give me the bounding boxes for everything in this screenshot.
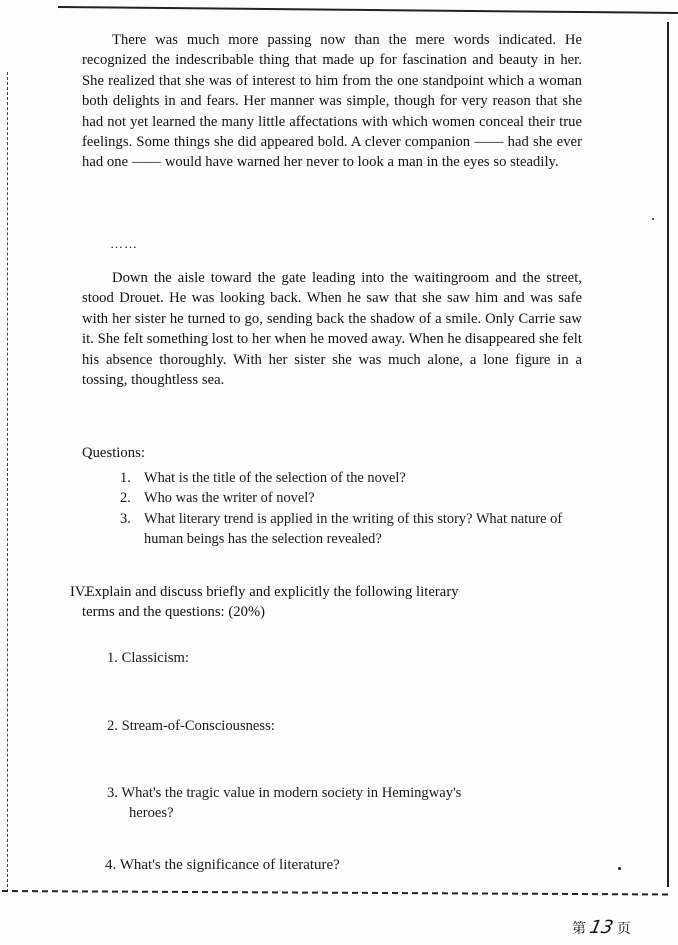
scan-speck (652, 218, 654, 220)
instruction-line-1: Explain and discuss briefly and explicitly the following literary (85, 584, 459, 600)
scan-speck (618, 867, 621, 870)
question-number: 1. (120, 470, 131, 486)
page-border-top (58, 6, 678, 14)
term-number: 3. (107, 785, 118, 801)
questions-list (120, 468, 590, 550)
page-suffix: 页 (616, 920, 631, 937)
passage-paragraph-1: There was much more passing now than the mere words indicated. He recognized the indescribable thing that made up for fascination and beauty in her. She realized that she was of interest to him from the one standpoint which a woman both delights in and fears. Her manner was simple, though for very reason that she had not yet learned the many little affectations with which women conceal their true feelings. Some things she did appeared bold. A clever companion —— had she ever had one —— would have warned her never to look a man in the eyes so steadily. (82, 32, 582, 171)
passage-paragraph-2: Down the aisle toward the gate leading into the waitingroom and the street, stood Drouet. He was looking back. When he saw that she saw him and was safe with her sister he turned to go, sending back the shadow of a smile. Only Carrie saw it. She felt something lost to her when he moved away. When he disappeared she felt his absence thoroughly. With her sister she was much alone, a lone figure in a tossing, thoughtless sea. (82, 270, 582, 389)
page-number-footer (572, 917, 631, 938)
term-item-significance (105, 855, 340, 875)
page-prefix: 第 (572, 920, 586, 937)
term-text: Stream-of-Consciousness: (121, 718, 275, 734)
question-text: What literary trend is applied in the writing of this story? What nature of human beings has the selection revealed? (144, 510, 563, 548)
term-number: 1. (107, 650, 118, 666)
question-item (120, 488, 590, 508)
term-item-hemingway (107, 783, 587, 824)
page-number: 13 (587, 917, 616, 938)
term-text-line-2: heroes? (129, 805, 174, 822)
question-number: 3. (120, 510, 131, 527)
term-number: 2. (107, 718, 118, 734)
question-item (120, 509, 590, 550)
section-number: IV. (70, 584, 88, 600)
page-border-left (7, 72, 8, 892)
questions-heading: Questions: (82, 445, 145, 461)
passage-ellipsis: …… (110, 236, 138, 251)
question-text: What is the title of the selection of the novel? (144, 470, 406, 486)
page-border-right (667, 22, 669, 887)
term-number: 4. (105, 857, 117, 873)
section-iv-instruction (70, 582, 585, 623)
term-item-classicism (107, 648, 189, 668)
instruction-line-2: terms and the questions: (20%) (82, 604, 266, 621)
page-border-bottom (2, 890, 668, 895)
term-item-stream-of-consciousness (107, 716, 275, 736)
question-text: Who was the writer of novel? (144, 490, 315, 507)
term-text: Classicism: (121, 650, 189, 666)
question-item (120, 468, 590, 488)
term-text-line-1: What's the tragic value in modern society in Hemingway's (121, 785, 462, 801)
question-number: 2. (120, 490, 131, 507)
term-text: What's the significance of literature? (119, 857, 340, 873)
